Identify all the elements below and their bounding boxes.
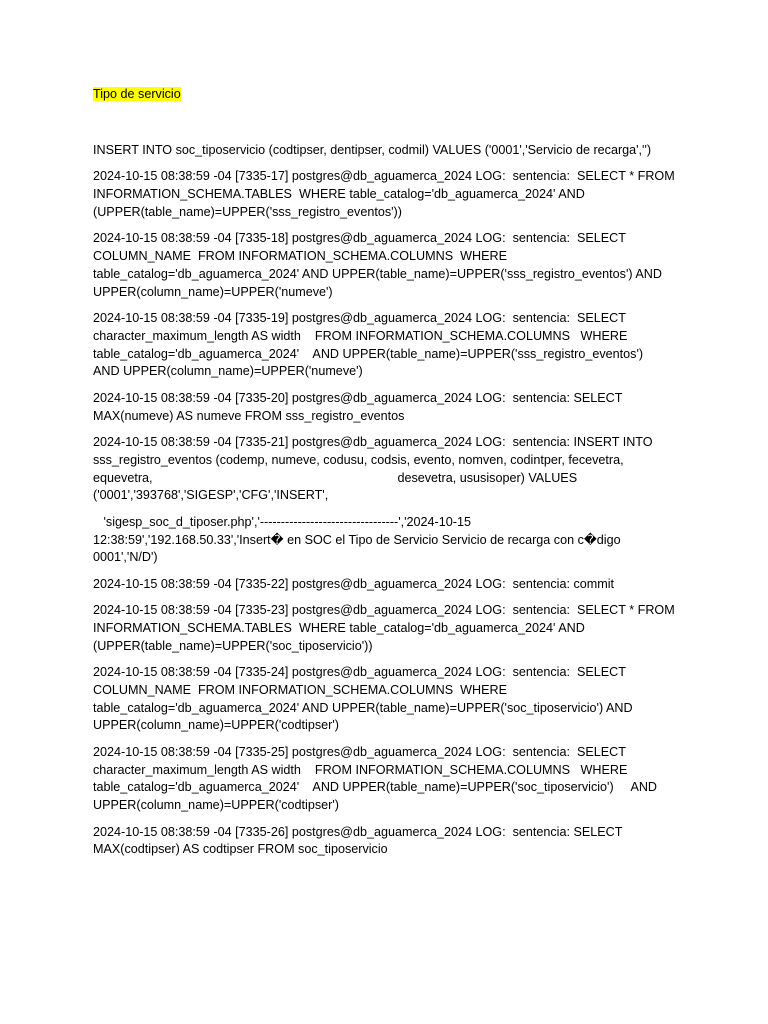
- log-line: character_maximum_length AS width FROM INFORMATION_SCHEMA.COLUMNS WHERE: [93, 328, 628, 343]
- document-body: [93, 86, 693, 859]
- log-line: 0001','N/D'): [93, 550, 158, 565]
- log-line: 2024-10-15 08:38:59 -04 [7335-17] postgres@db_aguamerca_2024 LOG: sentencia: SELECT * FROM: [93, 169, 675, 184]
- log-entries: [93, 168, 693, 859]
- log-line: table_catalog='db_aguamerca_2024' AND UPPER(table_name)=UPPER('sss_registro_eventos') AND: [93, 266, 662, 281]
- log-line: INFORMATION_SCHEMA.TABLES WHERE table_catalog='db_aguamerca_2024' AND: [93, 620, 585, 635]
- log-line: ('0001','393768','SIGESP','CFG','INSERT',: [93, 488, 329, 503]
- log-entry: [93, 744, 693, 815]
- log-line: 2024-10-15 08:38:59 -04 [7335-23] postgres@db_aguamerca_2024 LOG: sentencia: SELECT * FROM: [93, 603, 675, 618]
- log-entry: [93, 664, 693, 735]
- log-line: 2024-10-15 08:38:59 -04 [7335-18] postgres@db_aguamerca_2024 LOG: sentencia: SELECT: [93, 231, 626, 246]
- log-line: UPPER(column_name)=UPPER('codtipser'): [93, 718, 339, 733]
- log-entry: [93, 602, 693, 655]
- log-line: (UPPER(table_name)=UPPER('soc_tiposervicio')): [93, 638, 373, 653]
- log-line: 2024-10-15 08:38:59 -04 [7335-22] postgres@db_aguamerca_2024 LOG: sentencia: commit: [93, 576, 615, 591]
- log-line: 2024-10-15 08:38:59 -04 [7335-24] postgres@db_aguamerca_2024 LOG: sentencia: SELECT: [93, 665, 626, 680]
- log-line: MAX(numeve) AS numeve FROM sss_registro_eventos: [93, 408, 405, 423]
- log-line: INFORMATION_SCHEMA.TABLES WHERE table_catalog='db_aguamerca_2024' AND: [93, 186, 585, 201]
- log-entry: [93, 514, 693, 567]
- log-line: equevetra, desevetra, ususisoper) VALUES: [93, 470, 578, 485]
- log-line: AND UPPER(column_name)=UPPER('numeve'): [93, 364, 363, 379]
- log-line: (UPPER(table_name)=UPPER('sss_registro_eventos')): [93, 204, 402, 219]
- section-heading: [93, 86, 693, 104]
- log-line: COLUMN_NAME FROM INFORMATION_SCHEMA.COLUMNS WHERE: [93, 248, 507, 263]
- log-entry: [93, 576, 693, 594]
- log-line: 2024-10-15 08:38:59 -04 [7335-25] postgres@db_aguamerca_2024 LOG: sentencia: SELECT: [93, 744, 626, 759]
- log-line: 12:38:59','192.168.50.33','Insert� en SOC el Tipo de Servicio Servicio de recarga con c�digo: [93, 532, 621, 547]
- log-line: 2024-10-15 08:38:59 -04 [7335-21] postgres@db_aguamerca_2024 LOG: sentencia: INSERT INTO: [93, 434, 653, 449]
- log-line: 2024-10-15 08:38:59 -04 [7335-26] postgres@db_aguamerca_2024 LOG: sentencia: SELECT: [93, 824, 623, 839]
- log-entry: [93, 390, 693, 426]
- log-line: character_maximum_length AS width FROM INFORMATION_SCHEMA.COLUMNS WHERE: [93, 762, 628, 777]
- log-entry: [93, 230, 693, 301]
- log-line: table_catalog='db_aguamerca_2024' AND UPPER(table_name)=UPPER('soc_tiposervicio') AND: [93, 780, 658, 795]
- log-line: MAX(codtipser) AS codtipser FROM soc_tiposervicio: [93, 842, 388, 857]
- insert-statement: INSERT INTO soc_tiposervicio (codtipser, dentipser, codmil) VALUES ('0001','Servicio de recarga',''): [93, 142, 652, 157]
- log-entry: [93, 434, 693, 505]
- log-line: UPPER(column_name)=UPPER('codtipser'): [93, 798, 339, 813]
- log-line: 2024-10-15 08:38:59 -04 [7335-19] postgres@db_aguamerca_2024 LOG: sentencia: SELECT: [93, 310, 626, 325]
- log-line: table_catalog='db_aguamerca_2024' AND UPPER(table_name)=UPPER('sss_registro_eventos'): [93, 346, 644, 361]
- highlighted-heading-text: Tipo de servicio: [93, 87, 181, 101]
- log-entry: [93, 168, 693, 221]
- log-line: COLUMN_NAME FROM INFORMATION_SCHEMA.COLUMNS WHERE: [93, 682, 507, 697]
- log-line: table_catalog='db_aguamerca_2024' AND UPPER(table_name)=UPPER('soc_tiposervicio') AND: [93, 700, 633, 715]
- log-line: 2024-10-15 08:38:59 -04 [7335-20] postgres@db_aguamerca_2024 LOG: sentencia: SELECT: [93, 390, 623, 405]
- log-line: sss_registro_eventos (codemp, numeve, codusu, codsis, evento, nomven, codintper, fecevetra,: [93, 452, 624, 467]
- log-entry: [93, 310, 693, 381]
- log-entry: [93, 824, 693, 860]
- log-line: 'sigesp_soc_d_tiposer.php','---------------------------------','2024-10-15: [93, 514, 471, 529]
- log-line: UPPER(column_name)=UPPER('numeve'): [93, 284, 333, 299]
